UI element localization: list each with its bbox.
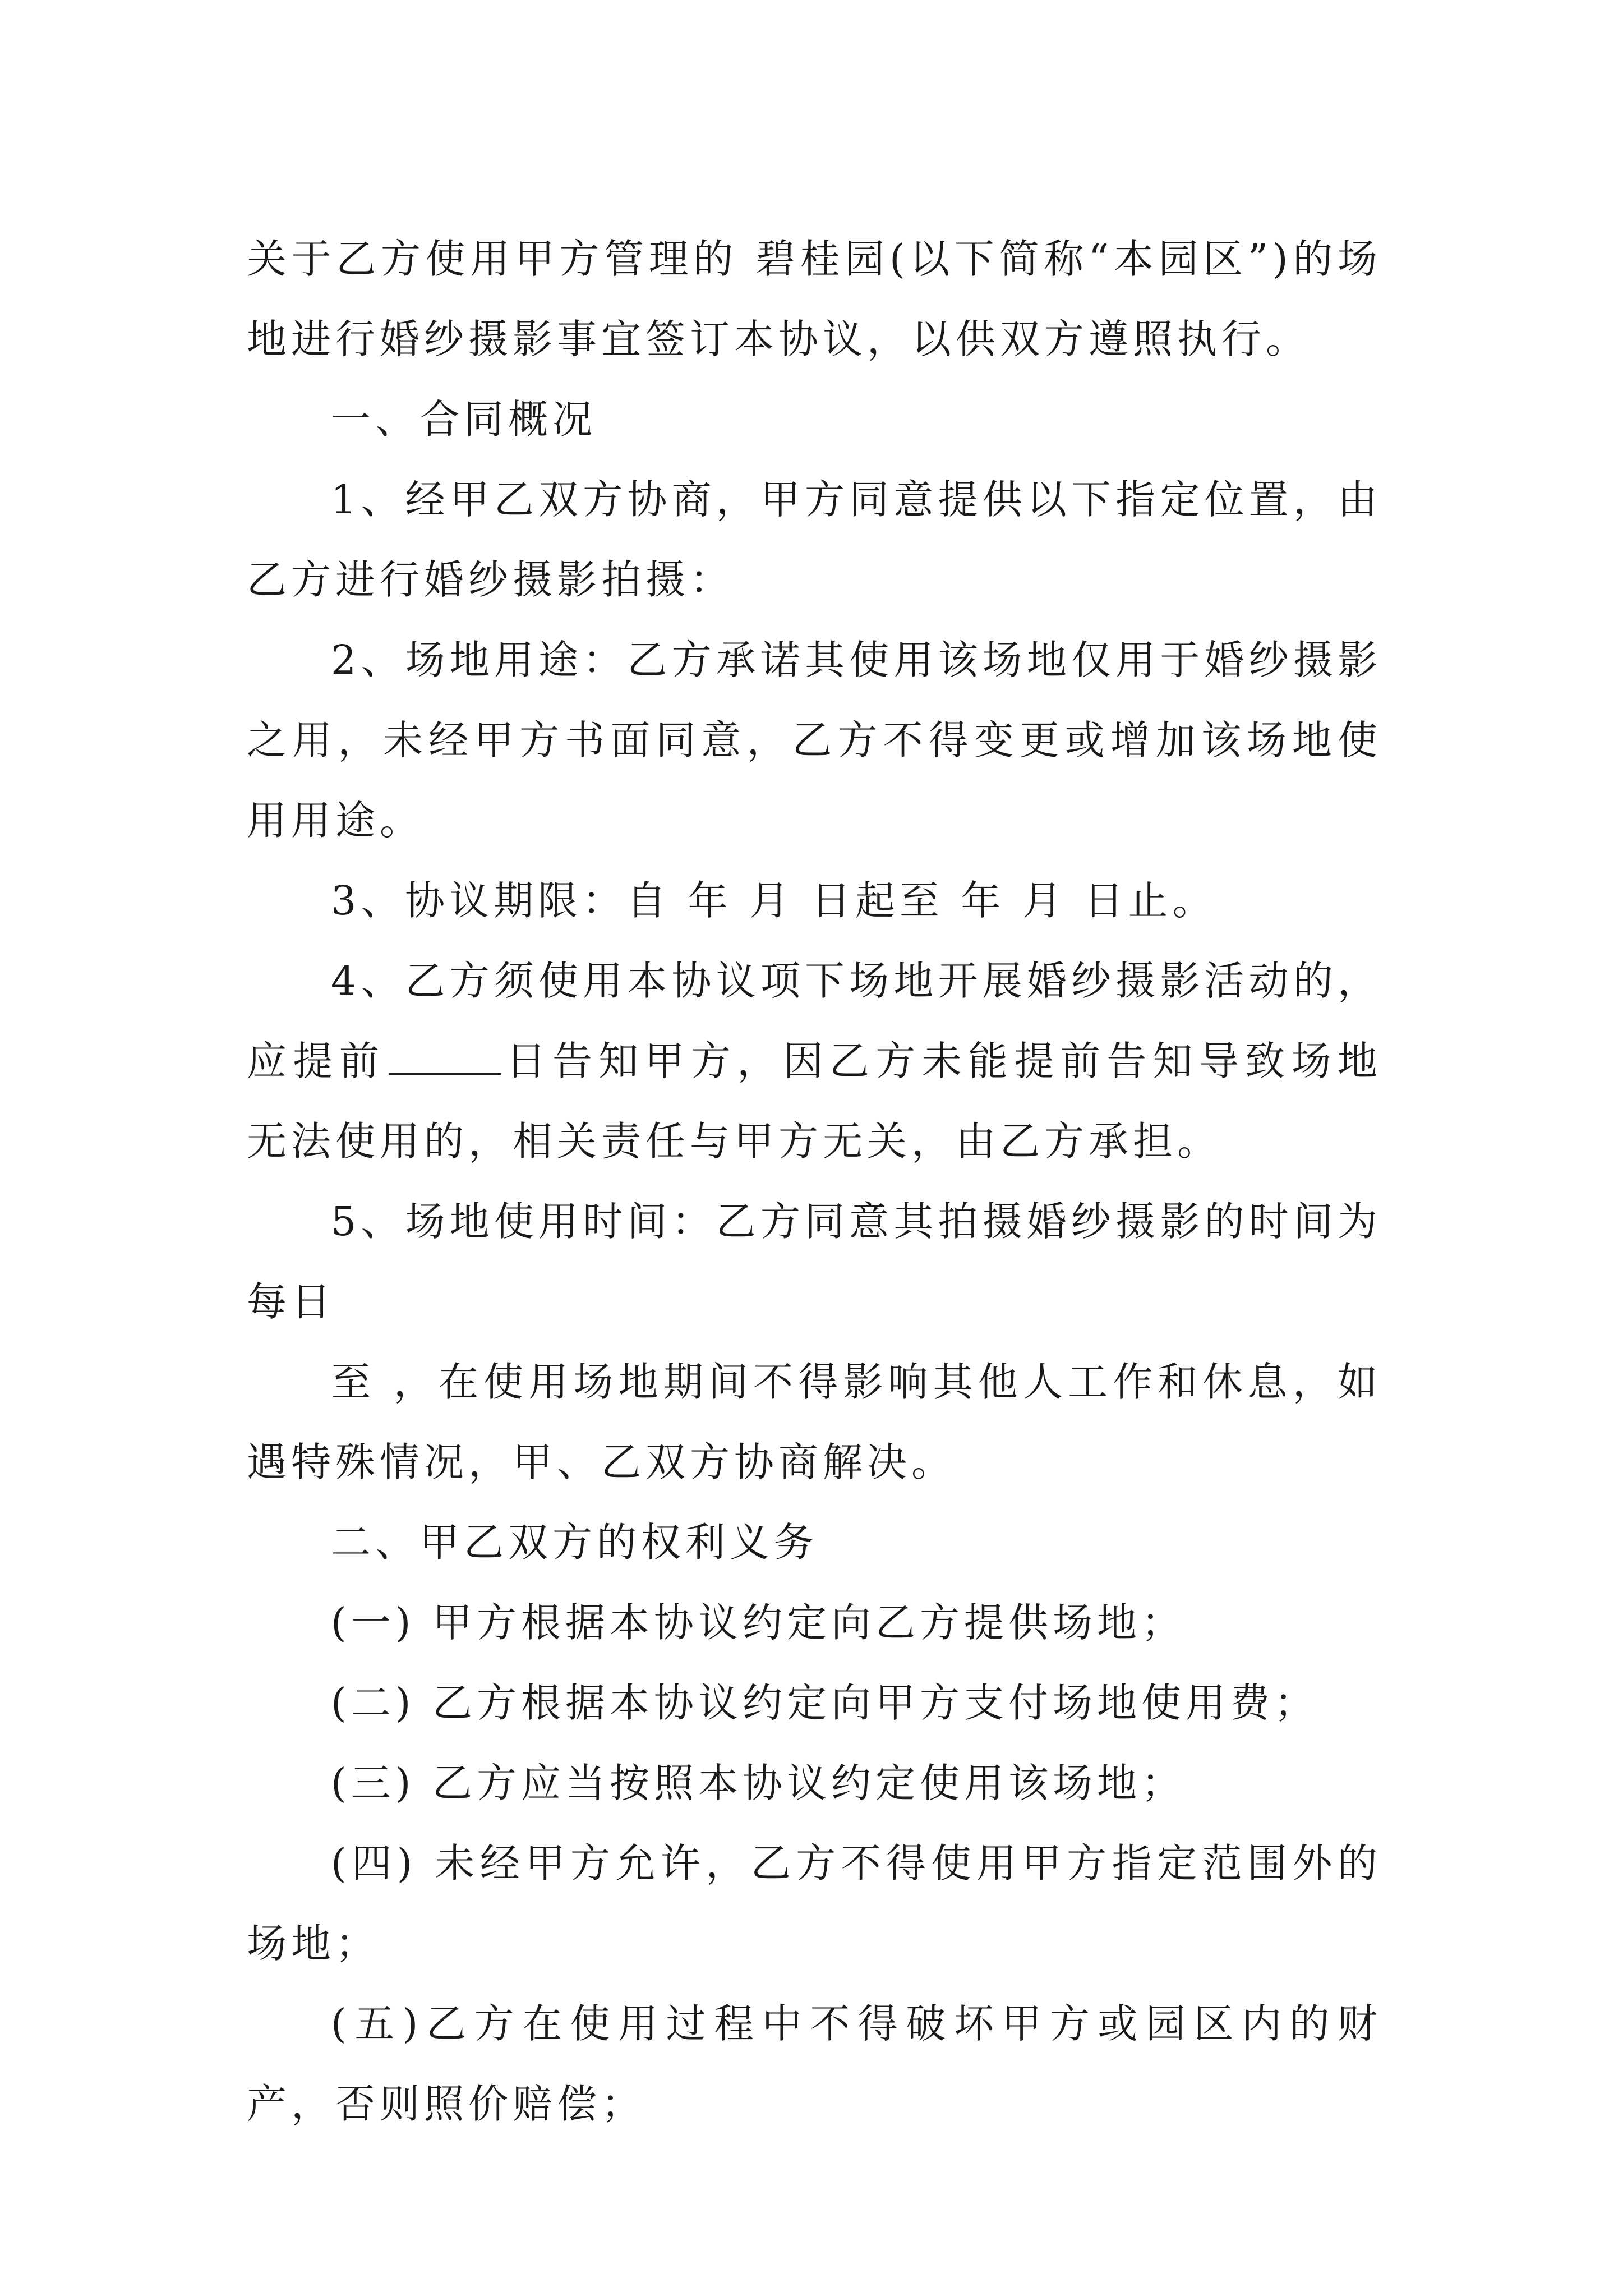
section-heading-rights-obligations: 二、甲乙双方的权利义务 xyxy=(331,1519,819,1566)
clause-4-part-2: 日告知甲方，因乙方未能提前告知导致场地无法使用的，相关责任与甲方无关，由乙方承担。 xyxy=(247,1038,1382,1165)
obligation-5: (五)乙方在使用过程中不得破坏甲方或园区内的财产，否则照价赔偿； xyxy=(247,2000,1382,2127)
intro-paragraph: 关于乙方使用甲方管理的 碧桂园(以下简称“本园区”)的场地进行婚纱摄影事宜签订本协议，以供双方遵照执行。 xyxy=(247,236,1382,362)
clause-2: 2、场地用途：乙方承诺其使用该场地仅用于婚纱摄影之用，未经甲方书面同意，乙方不得变更或增加该场地使用用途。 xyxy=(247,637,1382,844)
clause-3: 3、协议期限：自 年 月 日起至 年 月 日止。 xyxy=(331,877,1217,924)
clause-4 xyxy=(247,941,1382,1181)
clause-1: 1、经甲乙双方协商，甲方同意提供以下指定位置，由乙方进行婚纱摄影拍摄： xyxy=(247,476,1382,603)
obligation-1: (一) 甲方根据本协议约定向乙方提供场地； xyxy=(331,1599,1186,1646)
obligation-4: (四) 未经甲方允许，乙方不得使用甲方指定范围外的场地； xyxy=(247,1840,1382,1967)
obligation-2: (二) 乙方根据本协议约定向甲方支付场地使用费； xyxy=(331,1680,1318,1726)
document-body xyxy=(247,219,1382,2144)
section-heading-contract-overview: 一、合同概况 xyxy=(331,396,597,443)
fill-in-blank xyxy=(389,1039,501,1075)
clause-4-part-1: 4、乙方须使用本协议项下场地开展婚纱摄影活动的，应提前 xyxy=(247,958,1382,1084)
clause-5-continued: 至 ，在使用场地期间不得影响其他人工作和休息，如遇特殊情况，甲、乙双方协商解决。 xyxy=(247,1359,1382,1485)
clause-5: 5、场地使用时间：乙方同意其拍摄婚纱摄影的时间为每日 xyxy=(247,1198,1382,1325)
obligation-3: (三) 乙方应当按照本协议约定使用该场地； xyxy=(331,1760,1186,1806)
